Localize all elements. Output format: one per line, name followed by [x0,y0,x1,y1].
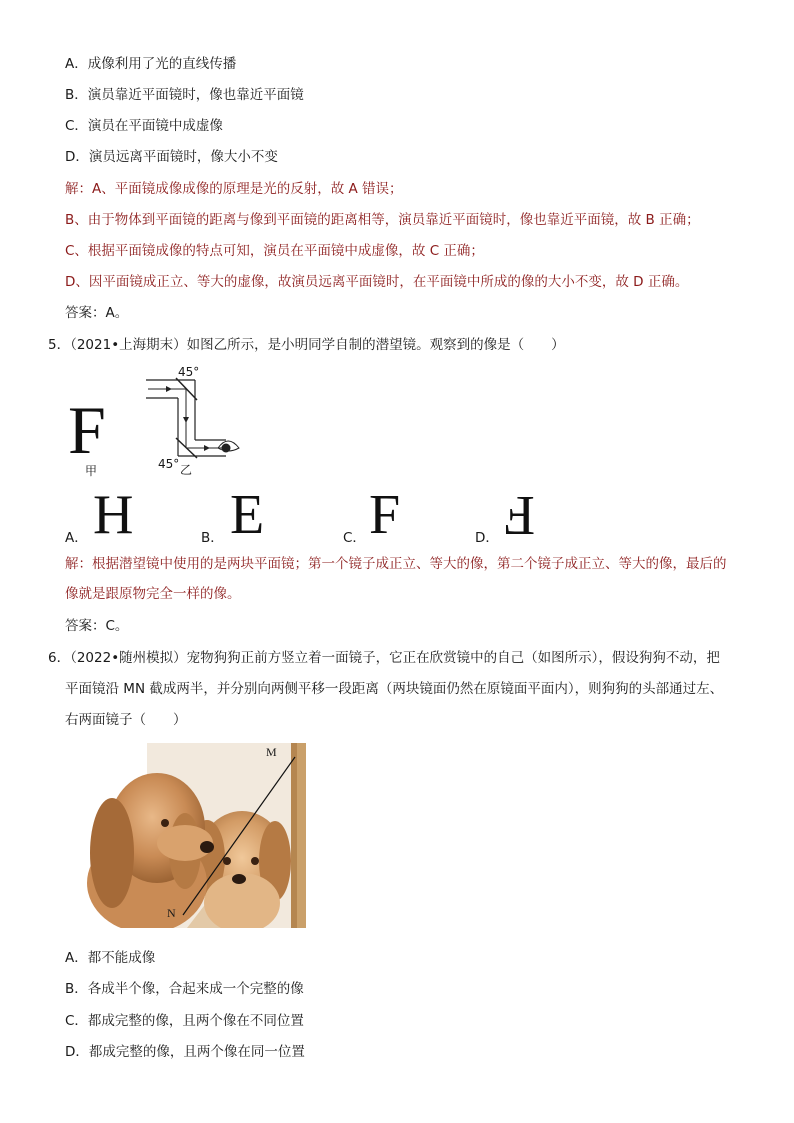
q5-option-b-label: B． [201,530,224,546]
q5-angle-bottom: 45° [158,457,180,471]
q5-answer: 答案：C。 [65,618,129,634]
prev-option-a: A．成像利用了光的直线传播 [65,56,237,72]
q5-object-letter: F [68,392,106,468]
q5-option-d-letter: F [504,484,536,546]
prev-option-b: B．演员靠近平面镜时，像也靠近平面镜 [65,87,304,103]
q5-option-a-label: A． [65,530,88,546]
q5-angle-top: 45° [178,365,200,379]
q5-option-c-label: C． [343,530,366,546]
prev-solution-line-1: 解：A、平面镜成像成像的原理是光的反射，故 A 错误； [65,181,403,197]
q6-stem-line-3: 右两面镜子（ ） [65,712,187,728]
q5-option-c-letter: F [369,484,401,546]
periscope-diagram [138,362,248,480]
q6-option-b: B．各成半个像，合起来成一个完整的像 [65,981,304,997]
prev-solution-line-3: C、根据平面镜成像的特点可知，演员在平面镜中成虚像，故 C 正确； [65,243,484,259]
q5-label-yi: 乙 [180,463,193,477]
q5-option-b-letter: E [230,484,265,546]
q5-option-d-label: D． [475,530,499,546]
q6-stem-line-1: 6．（2022•随州模拟）宠物狗狗正前方竖立着一面镜子，它正在欣赏镜中的自己（如图所示），假设狗狗不动，把 [48,650,720,666]
q6-option-a: A．都不能成像 [65,950,156,966]
q6-option-d: D．都成完整的像，且两个像在同一位置 [65,1044,305,1060]
label-m: M [266,745,277,759]
label-n: N [167,906,176,920]
prev-option-d: D．演员远离平面镜时，像大小不变 [65,149,278,165]
q6-option-c: C．都成完整的像，且两个像在不同位置 [65,1013,304,1029]
q5-label-jia: 甲 [85,464,98,478]
q5-solution-line-2: 像就是跟原物完全一样的像。 [65,586,241,602]
prev-solution-line-4: D、因平面镜成正立、等大的虚像，故演员远离平面镜时，在平面镜中所成的像的大小不变，故 D 正确。 [65,274,689,290]
q5-stem: 5．（2021•上海期末）如图乙所示，是小明同学自制的潜望镜。观察到的像是（ ） [48,337,565,353]
q5-option-a-letter: H [93,484,134,546]
dog-mirror-photo [67,743,306,928]
prev-option-c: C．演员在平面镜中成虚像 [65,118,223,134]
q5-solution-line-1: 解：根据潜望镜中使用的是两块平面镜；第一个镜子成正立、等大的像，第二个镜子成正立、等大的像，最后的 [65,556,727,572]
prev-solution-line-2: B、由于物体到平面镜的距离与像到平面镜的距离相等，演员靠近平面镜时，像也靠近平面镜，故 B 正确； [65,212,700,228]
prev-answer: 答案：A。 [65,305,129,321]
q6-stem-line-2: 平面镜沿 MN 截成两半，并分别向两侧平移一段距离（两块镜面仍然在原镜面平面内），则狗狗的头部通过左、 [65,681,724,697]
